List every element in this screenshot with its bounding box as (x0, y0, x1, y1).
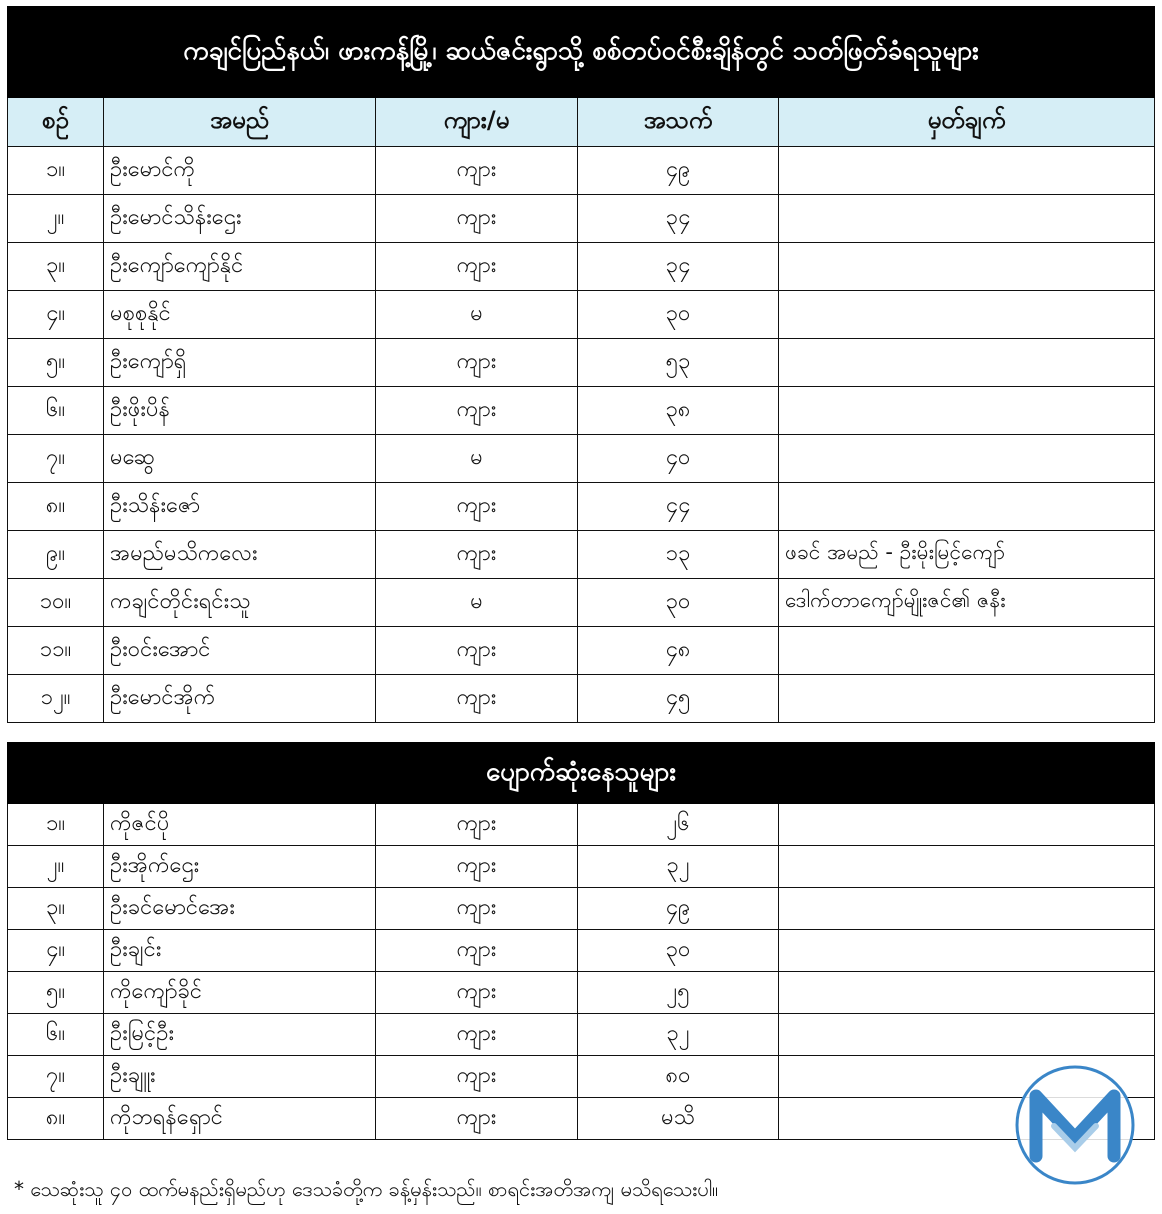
table-row (8, 483, 1155, 531)
table-row (8, 1014, 1155, 1056)
cell-no: ၃။ (8, 243, 104, 291)
table-row (8, 846, 1155, 888)
title-banner (8, 7, 1155, 98)
cell-gender: ကျား (376, 972, 578, 1014)
cell-age: ၃၀ (578, 930, 779, 972)
cell-age: ၄၉ (578, 888, 779, 930)
footnote: * သေဆုံးသူ ၄၀ ထက်မနည်းရှိမည်ဟု ဒေသခံတို့က ခန့်မှန်းသည်။ စာရင်းအတိအကျ မသိရသေးပါ။ (14, 1177, 719, 1201)
missing-table (7, 742, 1155, 1140)
table-row (8, 243, 1155, 291)
cell-remark (779, 930, 1155, 972)
cell-no: ၁၂။ (8, 675, 104, 723)
table-row (8, 579, 1155, 627)
cell-gender: ကျား (376, 483, 578, 531)
cell-gender: ကျား (376, 627, 578, 675)
table-row (8, 387, 1155, 435)
cell-name: ဦးမောင်သိန်းဌေး (104, 195, 376, 243)
cell-no: ၆။ (8, 387, 104, 435)
cell-name: ဦးကျော်ရှိ (104, 339, 376, 387)
cell-no: ၁၀။ (8, 579, 104, 627)
cell-name: ကိုကျော်ခိုင် (104, 972, 376, 1014)
cell-remark (779, 387, 1155, 435)
cell-no: ၄။ (8, 291, 104, 339)
cell-remark (779, 483, 1155, 531)
page-title: ကချင်ပြည်နယ်၊ ဖားကန့်မြို့၊ ဆယ်ဇင်းရွာသို့ စစ်တပ်ဝင်စီးချိန်တွင် သတ်ဖြတ်ခံရသူများ (8, 7, 1155, 98)
cell-age: ၅၃ (578, 339, 779, 387)
cell-age: ၈၀ (578, 1056, 779, 1098)
cell-gender: ကျား (376, 675, 578, 723)
table-row (8, 675, 1155, 723)
cell-no: ၈။ (8, 1098, 104, 1140)
cell-age: ၄၅ (578, 675, 779, 723)
cell-gender: ကျား (376, 804, 578, 846)
cell-no: ၃။ (8, 888, 104, 930)
cell-no: ၂။ (8, 195, 104, 243)
cell-name: ကိုဇင်ပို (104, 804, 376, 846)
cell-name: ဦးသိန်းဇော် (104, 483, 376, 531)
cell-remark: ဖခင် အမည် - ဦးမိုးမြင့်ကျော် (779, 531, 1155, 579)
cell-no: ၁၁။ (8, 627, 104, 675)
cell-no: ၆။ (8, 1014, 104, 1056)
cell-no: ၈။ (8, 483, 104, 531)
header-remark: မှတ်ချက် (779, 98, 1155, 147)
cell-remark (779, 627, 1155, 675)
table-row (8, 435, 1155, 483)
cell-name: ဦးအိုက်ဌေး (104, 846, 376, 888)
cell-age: ၃၄ (578, 195, 779, 243)
cell-gender: ကျား (376, 930, 578, 972)
cell-no: ၂။ (8, 846, 104, 888)
cell-name: ဦးကျော်ကျော်နိုင် (104, 243, 376, 291)
cell-gender: ကျား (376, 339, 578, 387)
cell-name: ဦးမြင့်ဦး (104, 1014, 376, 1056)
cell-age: မသိ (578, 1098, 779, 1140)
cell-name: မစုစုနိုင် (104, 291, 376, 339)
cell-name: ဦးခင်မောင်အေး (104, 888, 376, 930)
cell-age: ၃၈ (578, 387, 779, 435)
header-gender: ကျား/မ (376, 98, 578, 147)
cell-name: ကိုဘရန်ရှောင် (104, 1098, 376, 1140)
cell-gender: ကျား (376, 387, 578, 435)
cell-gender: ကျား (376, 243, 578, 291)
cell-age: ၄၈ (578, 627, 779, 675)
cell-name: အမည်မသိကလေး (104, 531, 376, 579)
table-row (8, 1098, 1155, 1140)
cell-no: ၅။ (8, 972, 104, 1014)
cell-name: ဦးချူး (104, 1056, 376, 1098)
cell-remark (779, 846, 1155, 888)
cell-age: ၁၃ (578, 531, 779, 579)
cell-gender: ကျား (376, 195, 578, 243)
table-row (8, 930, 1155, 972)
cell-no: ၇။ (8, 435, 104, 483)
cell-remark (779, 291, 1155, 339)
cell-remark (779, 675, 1155, 723)
cell-remark (779, 972, 1155, 1014)
table-row (8, 627, 1155, 675)
cell-no: ၅။ (8, 339, 104, 387)
cell-gender: မ (376, 435, 578, 483)
cell-age: ၃၀ (578, 291, 779, 339)
m-logo-icon (1014, 1064, 1136, 1186)
table-row (8, 195, 1155, 243)
cell-gender: ကျား (376, 147, 578, 195)
cell-gender: ကျား (376, 531, 578, 579)
cell-remark (779, 243, 1155, 291)
missing-banner (8, 743, 1155, 804)
cell-remark (779, 804, 1155, 846)
cell-age: ၃၂ (578, 1014, 779, 1056)
table-row (8, 972, 1155, 1014)
cell-name: ဦးချင်း (104, 930, 376, 972)
cell-gender: ကျား (376, 1014, 578, 1056)
cell-remark (779, 1014, 1155, 1056)
cell-no: ၇။ (8, 1056, 104, 1098)
cell-gender: ကျား (376, 888, 578, 930)
cell-name: ကချင်တိုင်းရင်းသူ (104, 579, 376, 627)
table-row (8, 888, 1155, 930)
table-row (8, 339, 1155, 387)
cell-age: ၂၆ (578, 804, 779, 846)
cell-remark (779, 195, 1155, 243)
cell-age: ၃၄ (578, 243, 779, 291)
cell-no: ၁။ (8, 147, 104, 195)
table-row (8, 804, 1155, 846)
spreadsheet (7, 6, 1154, 1140)
header-age: အသက် (578, 98, 779, 147)
table-row (8, 147, 1155, 195)
missing-title: ပျောက်ဆုံးနေသူများ (8, 743, 1155, 804)
cell-remark: ဒေါက်တာကျော်မျိုးဇင်၏ ဇနီး (779, 579, 1155, 627)
cell-name: ဦးဝင်းအောင် (104, 627, 376, 675)
cell-name: ဦးဖိုးပိန် (104, 387, 376, 435)
cell-name: ဦးမောင်အိုက် (104, 675, 376, 723)
cell-remark (779, 435, 1155, 483)
cell-age: ၄၉ (578, 147, 779, 195)
cell-gender: ကျား (376, 1098, 578, 1140)
cell-no: ၁။ (8, 804, 104, 846)
table-row (8, 531, 1155, 579)
cell-age: ၂၅ (578, 972, 779, 1014)
cell-gender: ကျား (376, 846, 578, 888)
cell-age: ၄၄ (578, 483, 779, 531)
table-row (8, 1056, 1155, 1098)
cell-name: ဦးမောင်ကို (104, 147, 376, 195)
cell-gender: မ (376, 579, 578, 627)
header-row (8, 98, 1155, 147)
header-no: စဉ် (8, 98, 104, 147)
cell-name: မဆွေ (104, 435, 376, 483)
cell-gender: မ (376, 291, 578, 339)
cell-remark (779, 888, 1155, 930)
header-name: အမည် (104, 98, 376, 147)
casualty-table (7, 6, 1155, 723)
cell-remark (779, 339, 1155, 387)
cell-age: ၃၂ (578, 846, 779, 888)
section-gap (7, 723, 1154, 742)
cell-no: ၄။ (8, 930, 104, 972)
cell-no: ၉။ (8, 531, 104, 579)
cell-age: ၄၀ (578, 435, 779, 483)
cell-age: ၃၀ (578, 579, 779, 627)
cell-remark (779, 147, 1155, 195)
cell-gender: ကျား (376, 1056, 578, 1098)
table-row (8, 291, 1155, 339)
